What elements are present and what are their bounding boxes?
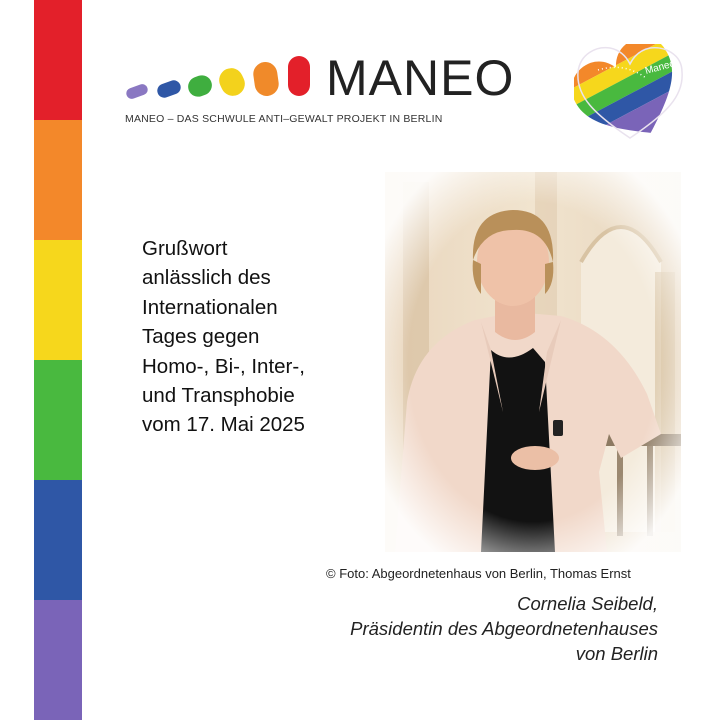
logo-tagline: MANEO – DAS SCHWULE ANTI–GEWALT PROJEKT IN BERLIN	[125, 113, 443, 125]
headline-line: und Transphobie	[142, 384, 295, 408]
headline-line: vom 17. Mai 2025	[142, 413, 305, 437]
rainbow-stripe-blue	[34, 480, 82, 600]
rainbow-heart-icon	[574, 44, 686, 144]
logo-pill-orange	[252, 60, 280, 97]
photo-credit: © Foto: Abgeordnetenhaus von Berlin, Thomas Ernst	[326, 566, 631, 581]
headline-line: Tages gegen	[142, 325, 260, 349]
signature-title: Präsidentin des Abgeordnetenhauses	[350, 618, 658, 639]
rainbow-stripe-violet	[34, 600, 82, 720]
signature-title-cont: von Berlin	[575, 643, 658, 664]
maneo-wordmark: MANEO	[326, 50, 515, 106]
logo-pill-yellow	[215, 64, 249, 100]
rainbow-stripe-red	[34, 0, 82, 120]
logo-pill-violet	[125, 83, 149, 101]
rainbow-stripe-yellow	[34, 240, 82, 360]
logo-pill-green	[185, 72, 214, 99]
logo-pill-red	[288, 56, 310, 96]
heart-label: Maneo	[643, 58, 677, 77]
portrait-photo	[385, 172, 681, 552]
rainbow-bar	[34, 0, 82, 720]
greeting-headline	[142, 234, 372, 440]
signature-block	[350, 591, 658, 666]
rainbow-stripe-green	[34, 360, 82, 480]
headline-line: anlässlich des	[142, 266, 271, 290]
logo-pill-blue	[155, 78, 182, 99]
headline-line: Internationalen	[142, 295, 278, 319]
headline-line: Homo-, Bi-, Inter-,	[142, 354, 305, 378]
signature-name: Cornelia Seibeld,	[517, 593, 658, 614]
headline-line: Grußwort	[142, 237, 228, 260]
rainbow-stripe-orange	[34, 120, 82, 240]
